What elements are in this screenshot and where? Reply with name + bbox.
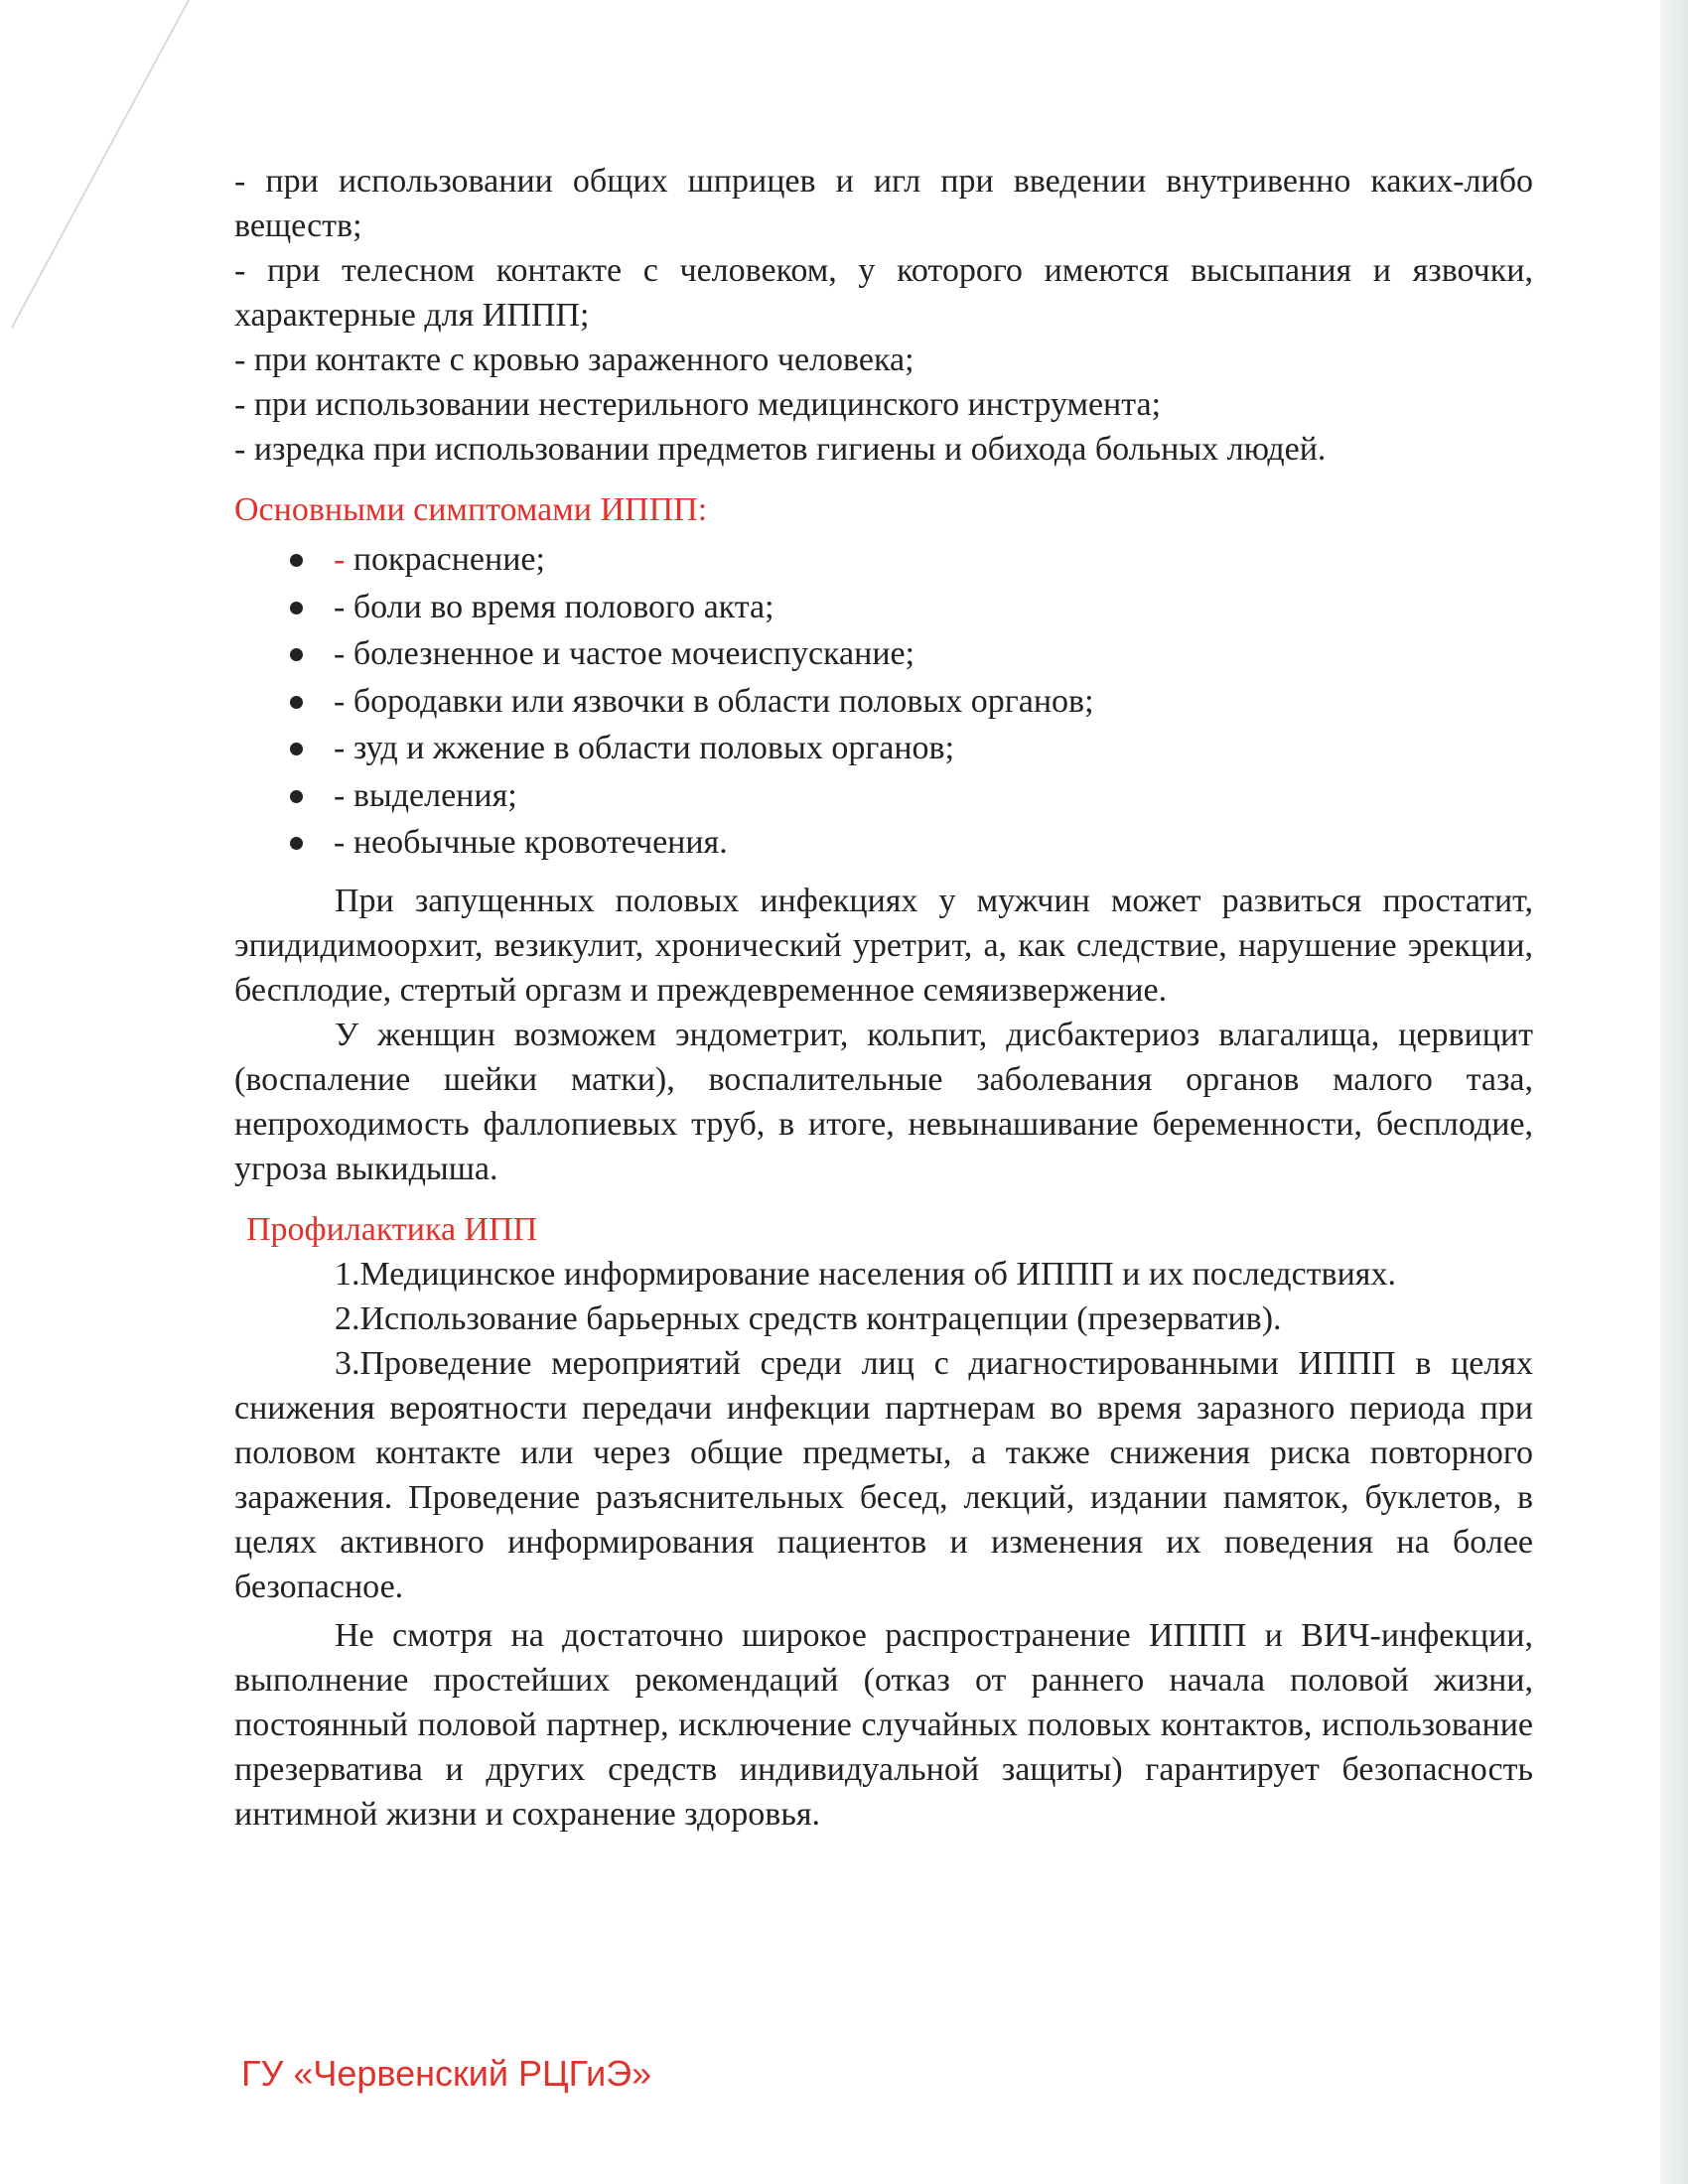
symptom-item xyxy=(234,536,1533,584)
route-line-5: - изредка при использовании предметов гигиены и обихода больных людей. xyxy=(234,431,1327,468)
prevention-item-2: 2.Использование барьерных средств контрацепции (презерватив). xyxy=(335,1299,1282,1337)
symptom-item xyxy=(234,678,1533,726)
symptom-item xyxy=(234,584,1533,631)
transmission-routes-list xyxy=(234,159,1533,472)
document-body xyxy=(234,159,1533,1837)
complications-women-paragraph: У женщин возможем эндометрит, кольпит, дисбактериоз влагалища, цервицит (воспаление шейки матки), воспалительные заболевания органов малого таза, непроходимость фаллопиевых труб, в итоге, невынашивание беременности, бесплодие, угроза выкидыша. xyxy=(234,1016,1533,1187)
symptom-text: зуд и жжение в области половых органов; xyxy=(345,730,955,766)
symptom-text: необычные кровотечения. xyxy=(345,824,728,861)
symptom-text: выделения; xyxy=(345,776,517,814)
symptom-text: боли во время полового акта; xyxy=(345,588,774,625)
bullet-icon xyxy=(290,554,303,567)
symptom-item xyxy=(234,772,1533,820)
symptoms-list xyxy=(234,536,1533,867)
symptom-dash: - xyxy=(334,588,346,625)
symptom-dash: - xyxy=(334,635,346,672)
paper-fold-mark xyxy=(0,0,199,338)
symptom-dash: - xyxy=(334,776,346,814)
symptom-dash: - xyxy=(334,541,346,578)
prevention-item-1: 1.Медицинское информирование населения об ИППП и их последствиях. xyxy=(335,1255,1396,1293)
prevention-heading: Профилактика ИПП xyxy=(246,1210,538,1248)
bullet-icon xyxy=(290,696,303,709)
bullet-icon xyxy=(290,743,303,755)
bullet-icon xyxy=(290,602,303,614)
scan-edge-shadow xyxy=(1660,0,1688,2184)
symptoms-heading: Основными симптомами ИППП: xyxy=(234,491,708,528)
symptom-item xyxy=(234,725,1533,772)
prevention-item-3: 3.Проведение мероприятий среди лиц с диагностированными ИППП в целях снижения вероятности передачи инфекции партнерам во время заразного периода при половом контакте или через общие предметы, а также снижения риска повторного заражения. Проведение разъяснительных бесед, лекций, издании памяток, буклетов, в целях активного информирования пациентов и изменения их поведения на более безопасное. xyxy=(234,1344,1533,1605)
symptom-text: болезненное и частое мочеиспускание; xyxy=(345,635,915,672)
bullet-icon xyxy=(290,648,303,661)
symptom-text: бородавки или язвочки в области половых органов; xyxy=(345,682,1094,720)
route-line-3: - при контакте с кровью зараженного человека; xyxy=(234,341,914,378)
complications-men-paragraph: При запущенных половых инфекциях у мужчин может развиться простатит, эпидидимоорхит, везикулит, хронический уретрит, а, как следствие, нарушение эрекции, бесплодие, стертый оргазм и преждевременное семяизвержение. xyxy=(234,882,1533,1009)
footer-organization: ГУ «Червенский РЦГиЭ» xyxy=(241,2053,652,2094)
route-line-2: - при телесном контакте с человеком, у которого имеются высыпания и язвочки, характерные для ИППП; xyxy=(234,252,1533,334)
symptom-item xyxy=(234,630,1533,678)
route-line-1: - при использовании общих шприцев и игл при введении внутривенно каких-либо веществ; xyxy=(234,163,1533,244)
symptom-item xyxy=(234,819,1533,867)
conclusion-paragraph: Не смотря на достаточно широкое распространение ИППП и ВИЧ-инфекции, выполнение простейших рекомендаций (отказ от раннего начала половой жизни, постоянный половой партнер, исключение случайных половых контактов, использование презерватива и других средств индивидуальной защиты) гарантирует безопасность интимной жизни и сохранение здоровья. xyxy=(234,1616,1533,1833)
symptom-dash: - xyxy=(334,682,346,720)
symptom-text: покраснение; xyxy=(345,541,545,578)
bullet-icon xyxy=(290,790,303,803)
symptom-dash: - xyxy=(334,730,346,766)
route-line-4: - при использовании нестерильного медицинского инструмента; xyxy=(234,386,1162,423)
symptom-dash: - xyxy=(334,824,346,861)
bullet-icon xyxy=(290,837,303,850)
